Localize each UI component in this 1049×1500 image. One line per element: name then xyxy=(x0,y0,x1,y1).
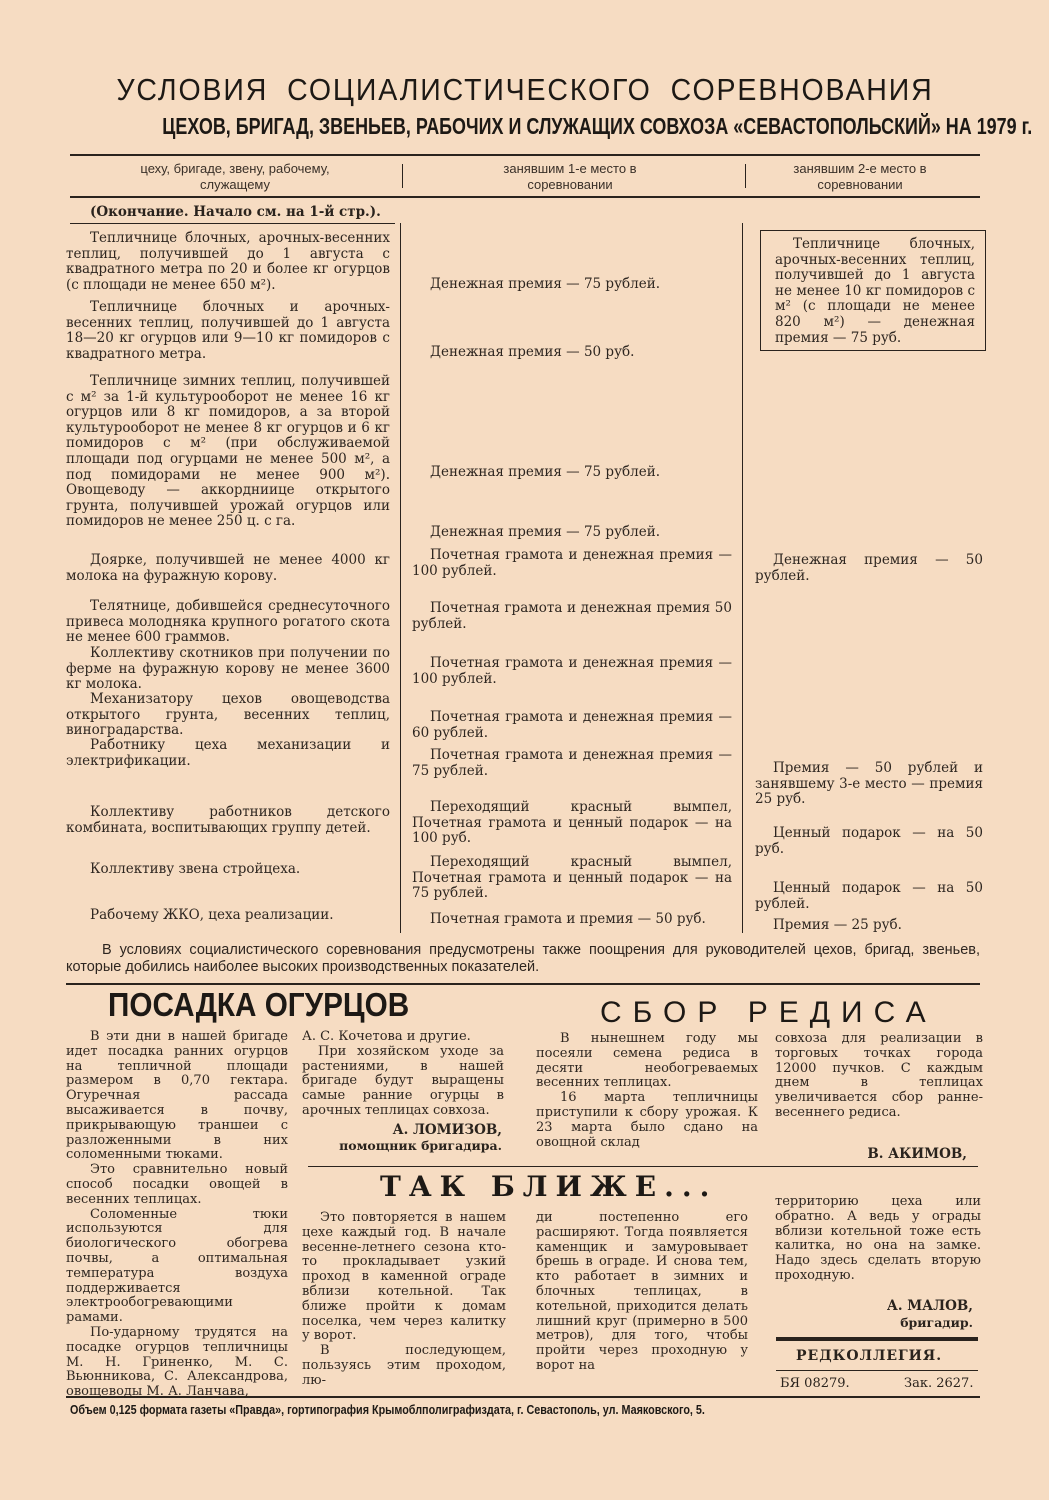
row-7-recipient: Механизатору цехов овощеводства открытого грунта, весенних теплиц, виноградарства. xyxy=(66,691,390,739)
divider xyxy=(745,164,746,188)
article-cucumbers-author-role: помощник бригадира. xyxy=(339,1138,502,1153)
row-6-first-prize: Почетная грамота и денежная премия — 100 рублей. xyxy=(412,655,732,687)
article-radish-col2: совхоза для реализации в торговых точках города 12000 пучков. С каждым днем в теплицах увеличивается сбор ранне-весеннего редиса. xyxy=(775,1031,983,1120)
article-cucumbers-col1: В эти дни в нашей бригаде идет посадка ранних огурцов на тепличной площади размером в 0,70 гектара. Огуречная рассада высаживается в почву, прикрывающую траншеи с разложенными в них соломенными тюками. Это сравнительно новый способ посадки овощей в весенних теплицах. Соломенные тюки используются для биологического обогрева почвы, а оптимальная температура воздуха поддерживается электрообогревающими рамами. По-ударному трудятся на посадке огурцов тепличницы М. Н. Гриненко, М. С. Вьюнникова, С. Александрова, овощеводы М. А. Ланчава, xyxy=(66,1029,288,1400)
row-10-recipient: Коллективу звена стройцеха. xyxy=(90,861,301,877)
row-9-second-prize: Ценный подарок — на 50 руб. xyxy=(755,825,983,857)
col-header-recipient: цеху, бригаде, звену, рабочему, служащему xyxy=(140,161,330,192)
continuation-note: (Окончание. Начало см. на 1-й стр.). xyxy=(90,204,381,220)
row-10-first-prize: Переходящий красный вымпел, Почетная грамота и ценный подарок — на 75 рублей. xyxy=(412,854,732,902)
row-1-first-prize: Денежная премия — 75 рублей. xyxy=(430,276,660,292)
article-closer-col1: Это повторяется в нашем цехе каждый год. В начале весенне-летнего сезона кто-то прокладывает узкий проход в каменной ограде вблизи котельной. Так ближе пройти к домам поселка, чем через калитку у ворот. В последующем, пользуясь этим проходом, лю- xyxy=(302,1210,506,1388)
row-11-first-prize: Почетная грамота и премия — 50 руб. xyxy=(430,911,706,927)
column-divider xyxy=(400,223,401,933)
row-4-first-prize: Почетная грамота и денежная премия — 100 рублей. xyxy=(412,547,732,579)
article-radish-col1: В нынешнем году мы посеяли семена редиса в десяти необогреваемых весенних теплицах. 16 марта тепличницы приступили к сбору урожая. К 23 марта было сдано на овощной склад xyxy=(536,1031,758,1150)
row-2-first-prize: Денежная премия — 50 руб. xyxy=(430,344,635,360)
article-closer-col2: ди постепенно его расширяют. Тогда появляется каменщик и замуровывает брешь в ограде. И снова тем, кто работает в зимних и блочных теплицах, в котельной, приходится делать лишний круг (примерно в 500 метров), для того, чтобы пройти через проходную у ворот на xyxy=(536,1210,748,1373)
page-subtitle: ЦЕХОВ, БРИГАД, ЗВЕНЬЕВ, РАБОЧИХ И СЛУЖАЩИХ СОВХОЗА «СЕВАСТОПОЛЬСКИЙ» НА 1979 г. xyxy=(162,113,1033,139)
article-closer-author: А. МАЛОВ, xyxy=(886,1298,973,1314)
closing-paragraph: В условиях социалистического соревнования предусмотрены также поощрения для руководителей цехов, бригад, звеньев, которые добились наиболее высоких производственных показателей. xyxy=(66,942,980,975)
footer-rule xyxy=(66,1396,980,1398)
row-8-second-prize: Премия — 50 рублей и занявшему 3-е место — премия 25 руб. xyxy=(755,760,983,808)
article-title-cucumbers: ПОСАДКА ОГУРЦОВ xyxy=(108,986,410,1023)
row-3b-first-prize: Денежная премия — 75 рублей. xyxy=(430,524,660,540)
rule xyxy=(70,223,395,224)
row-11-second-prize: Премия — 25 руб. xyxy=(773,917,902,933)
rule xyxy=(70,154,980,156)
rule xyxy=(70,196,980,198)
article-cucumbers-col2: А. С. Кочетова и другие. При хозяйском уходе за растениями, в нашей бригаде будут выращены самые ранние огурцы в арочных теплицах совхоза. xyxy=(302,1029,504,1118)
row-8-recipient: Работнику цеха механизации и электрификации. xyxy=(66,737,390,769)
editorial-order: Зак. 2627. xyxy=(904,1376,974,1391)
row-1-recipient: Тепличнице блочных, арочных-весенних теплиц, получившей до 1 августа с квадратного метра по 20 и более кг огурцов (с площади не менее 650 м²). xyxy=(66,230,390,293)
row-5-recipient: Телятнице, добившейся среднесуточного привеса молодняка крупного рогатого скота не менее 600 граммов. xyxy=(66,598,390,646)
article-title-closer: ТАК БЛИЖЕ... xyxy=(380,1170,718,1203)
row-6-recipient: Коллективу скотников при получении по ферме на фуражную корову не менее 3600 кг молока. xyxy=(66,645,390,693)
row-3-recipient: Тепличнице зимних теплиц, получившей с м² за 1-й культурооборот не менее 16 кг огурцов или 8 кг помидоров, а за второй культурооборот не менее 8 кг огурцов и 6 кг помидоров с м² (при обслуживаемой площади под огурцами не менее 500 м², а под помидорами не менее 900 м²). Овощеводу — аккордниице открытого грунта, получившей урожай огурцов или помидоров не менее 250 ц. с га. xyxy=(66,373,390,530)
article-closer-col3: территорию цеха или обратно. А ведь у ограды вблизи котельной тоже есть калитка, но она на замке. Надо здесь сделать вторую проходную. xyxy=(775,1194,981,1283)
row-1-second-prize-box: Тепличнице блочных, арочных-весенних теплиц, получившей до 1 августа не менее 10 кг помидоров с м² (с площади не менее 820 м²) — денежная премия — 75 руб. xyxy=(760,230,986,351)
article-title-radish: СБОР РЕДИСА xyxy=(600,996,937,1029)
row-4-recipient: Доярке, получившей не менее 4000 кг молока на фуражную корову. xyxy=(66,552,390,584)
article-closer-author-role: бригадир. xyxy=(900,1315,973,1330)
col-header-second: занявшим 2-е место в соревновании xyxy=(793,161,927,192)
footer-imprint: Объем 0,125 формата газеты «Правда», гортипография Крымоблполиграфиздата, г. Севастополь, ул. Маяковского, 5. xyxy=(70,1402,705,1417)
divider xyxy=(402,164,403,188)
row-7-first-prize: Почетная грамота и денежная премия — 60 рублей. xyxy=(412,709,732,741)
section-rule xyxy=(308,1166,978,1167)
article-radish-author: В. АКИМОВ, xyxy=(867,1146,967,1162)
page-title: УСЛОВИЯ СОЦИАЛИСТИЧЕСКОГО СОРЕВНОВАНИЯ xyxy=(116,72,934,107)
column-divider xyxy=(742,223,743,933)
col-header-first: занявшим 1-е место в соревновании xyxy=(503,161,637,192)
row-4-second-prize: Денежная премия — 50 рублей. xyxy=(755,552,983,584)
section-rule xyxy=(66,983,980,985)
rule xyxy=(776,1370,978,1371)
editorial-code: БЯ 08279. xyxy=(780,1376,850,1391)
article-cucumbers-author: А. ЛОМИЗОВ, xyxy=(392,1122,502,1138)
row-10-second-prize: Ценный подарок — на 50 рублей. xyxy=(755,880,983,912)
editorial-label: РЕДКОЛЛЕГИЯ. xyxy=(796,1348,943,1364)
row-5-first-prize: Почетная грамота и денежная премия 50 рублей. xyxy=(412,600,732,632)
row-9-first-prize: Переходящий красный вымпел, Почетная грамота и ценный подарок — на 100 руб. xyxy=(412,799,732,847)
rule xyxy=(776,1337,978,1341)
row-11-recipient: Рабочему ЖКО, цеха реализации. xyxy=(90,907,334,923)
row-2-recipient: Тепличнице блочных и арочных-весенних теплиц, получившей до 1 августа 18—20 кг огурцов или 9—10 кг помидоров с квадратного метра. xyxy=(66,299,390,362)
row-8-first-prize: Почетная грамота и денежная премия — 75 рублей. xyxy=(412,747,732,779)
row-3-first-prize: Денежная премия — 75 рублей. xyxy=(430,464,660,480)
row-9-recipient: Коллективу работников детского комбината, воспитывающих группу детей. xyxy=(66,804,390,836)
